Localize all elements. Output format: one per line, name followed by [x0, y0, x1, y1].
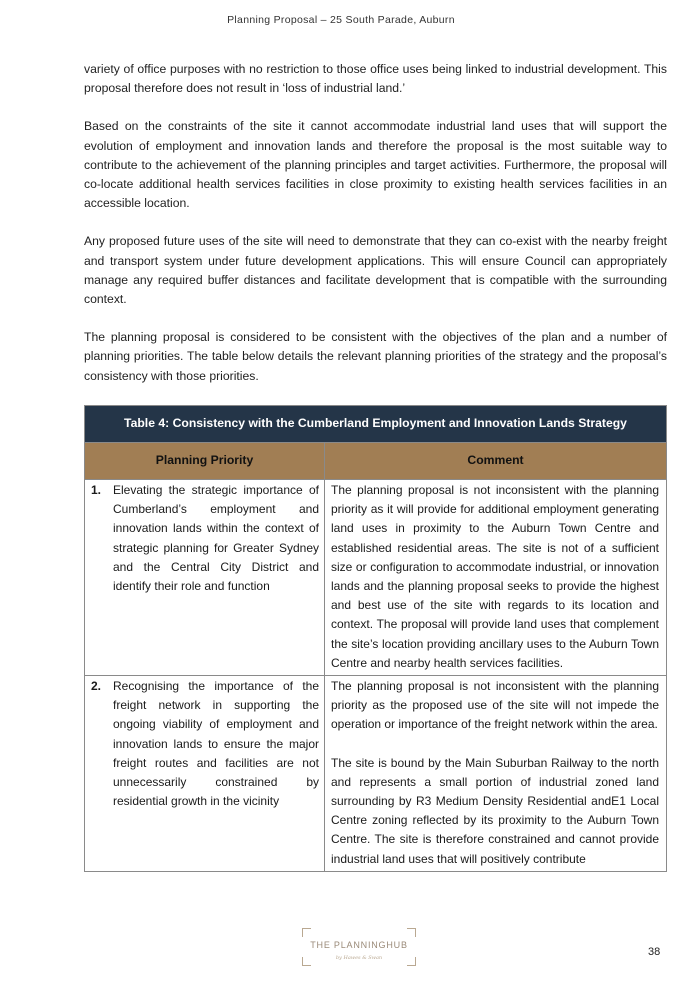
priority-cell [85, 480, 325, 676]
logo-corner [407, 928, 416, 937]
comment-text: The planning proposal is not inconsistent with the planning priority as it will provide for additional employment generating land uses in proximity to the Auburn Town Centre and established residential areas. The site is not of a sufficient size or configuration to accommodate industrial, or innovation lands and the planning proposal seeks to provide the highest and best use of the site with regards to its location and context. The proposal will provide land uses that complement the site’s location providing ancillary uses to the Auburn Town Centre and nearby health services facilities. [331, 483, 660, 670]
logo-corner [302, 928, 311, 937]
priority-number: 2. [91, 679, 102, 694]
table-header-row [85, 443, 667, 480]
column-header-comment: Comment [325, 443, 667, 480]
column-header-priority: Planning Priority [85, 443, 325, 480]
page-number: 38 [648, 946, 661, 958]
priority-number: 1. [91, 483, 102, 497]
paragraph: Based on the constraints of the site it cannot accommodate industrial land uses that will support the evolution of employment and innovation lands and therefore the proposal is the most suitable way to contribute to the achievement of the planning principles and target activities. Furthermore, the proposal will co-locate additional health services facilities in close proximity to existing health services facilities in an accessible location. [84, 119, 667, 211]
table-title: Table 4: Consistency with the Cumberland Employment and Innovation Lands Strategy [85, 406, 667, 443]
paragraph: variety of office purposes with no restriction to those office uses being linked to industrial development. This proposal therefore does not result in ‘loss of industrial land.’ [84, 62, 667, 96]
page-header: Planning Proposal – 25 South Parade, Auburn [227, 14, 455, 26]
table-title-row [85, 406, 667, 443]
priority-cell [85, 676, 325, 872]
comment-cell [325, 676, 667, 872]
table-row [85, 480, 667, 676]
priority-text: Elevating the strategic importance of Cumberland’s employment and innovation lands within the context of strategic planning for Greater Sydney and the Central City District and identify their role and function [113, 483, 319, 594]
paragraph: The planning proposal is considered to be consistent with the objectives of the plan and a number of planning priorities. The table below details the relevant planning priorities of the strategy and the proposal’s consistency with those priorities. [84, 330, 667, 383]
comment-text: The planning proposal is not inconsistent with the planning priority as the proposed use of the site will not impede the operation or importance of the freight network within the area. [331, 679, 660, 732]
comment-cell [325, 480, 667, 676]
body-text [84, 60, 667, 405]
logo-tagline: by Hawes & Swan [335, 955, 383, 961]
planning-hub-logo [302, 928, 416, 966]
paragraph: Any proposed future uses of the site will need to demonstrate that they can co-exist with the nearby freight and transport system under future development applications. This will ensure Council can appropriately manage any required buffer distances and facilitate development that is compatible with the surrounding context. [84, 234, 667, 307]
consistency-table [84, 405, 667, 872]
table-row [85, 676, 667, 872]
logo-text: THE PLANNINGHUB [310, 940, 408, 950]
comment-text: The site is bound by the Main Suburban Railway to the north and represents a small portion of industrial zoned land surrounding by R3 Medium Density Residential andE1 Local Centre zoning reflected by its proximity to the Auburn Town Centre. The site is therefore constrained and cannot provide industrial land uses that will positively contribute [331, 755, 660, 866]
priority-text: Recognising the importance of the freight network in supporting the ongoing viability of employment and innovation lands to ensure the major freight routes and facilities are not unnecessarily constrained by residential growth in the vicinity [113, 679, 319, 809]
